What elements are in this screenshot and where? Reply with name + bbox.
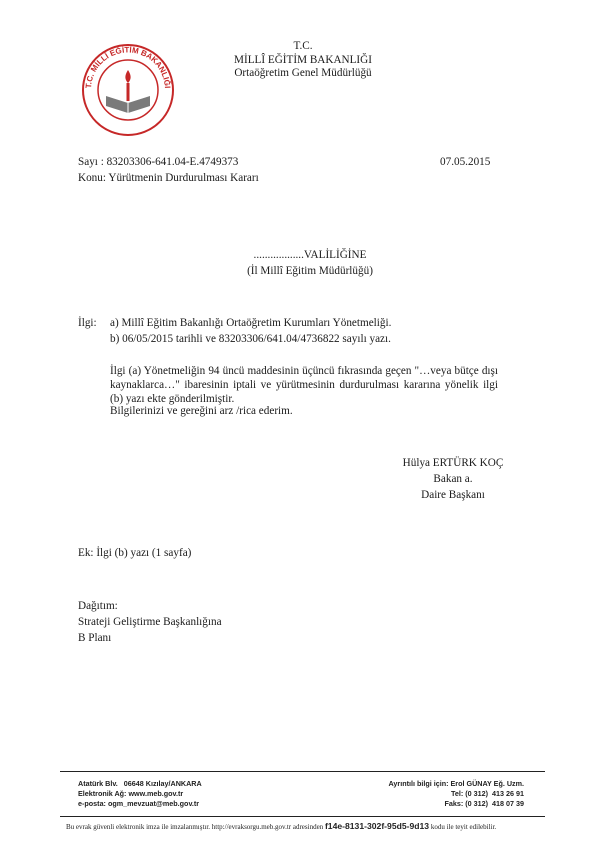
header-department: Ortaöğretim Genel Müdürlüğü [234,67,372,79]
footer-email: e-posta: ogm_mevzuat@meb.gov.tr [78,799,200,808]
distribution-label: Dağıtım: [78,600,118,612]
verification-code: f14e-8131-302f-95d5-9d13 [324,821,430,831]
distribution-item: Strateji Geliştirme Başkanlığına [78,616,222,628]
document-date: 07.05.2015 [440,156,491,168]
reference-label-ilgi: İlgi: [78,317,97,329]
signer-title-2: Daire Başkanı [421,489,485,501]
attachment-note: Ek: İlgi (b) yazı (1 sayfa) [78,547,192,559]
reference-b: b) 06/05/2015 tarihli ve 83203306/641.04/4736822 sayılı yazı. [110,333,391,345]
distribution-item: B Planı [78,632,112,644]
reference-number [78,156,238,168]
letterhead [228,40,378,81]
footer-divider-bottom [60,816,545,817]
ministry-logo [78,38,178,138]
subject-label: Konu: [78,172,106,184]
reference-value: : 83203306-641.04-E.4749373 [100,156,239,168]
footer-address-line: Atatürk Blv. 06648 Kızılay/ANKARA [78,779,202,788]
reference-label: Sayı [78,156,98,168]
subject-value: Yürütmenin Durdurulması Kararı [108,172,259,184]
signer-title-1: Bakan a. [433,473,473,485]
body-paragraph-2: Bilgilerinizi ve gereğini arz /rica ederim. [110,405,293,417]
signer-name: Hülya ERTÜRK KOÇ [402,457,504,469]
footer-contact [358,779,524,809]
logo-ring-text: T.C. MİLLÎ EĞİTİM BAKANLIĞI [83,45,172,89]
footer-website: Elektronik Ağ: www.meb.gov.tr [78,789,184,798]
distribution-list [78,598,222,646]
reference-a: a) Millî Eğitim Bakanlığı Ortaöğretim Kurumları Yönetmeliği. [110,317,392,329]
header-country: T.C. [293,40,313,52]
footer-phone: Tel: (0 312) 413 26 91 [451,789,524,798]
footer-contact-person: Ayrıntılı bilgi için: Erol GÜNAY Eğ. Uzm. [388,779,524,788]
verification-suffix: kodu ile teyit edilebilir. [429,823,497,831]
ministry-emblem-icon [78,38,178,138]
subject [78,172,259,184]
addressee-line1: ..................VALİLİĞİNE [253,249,367,261]
verification-prefix: Bu evrak güvenli elektronik imza ile imzalanmıştır. http://evraksorgu.meb.gov.tr adresinden [66,823,325,831]
footer-divider [60,771,545,772]
e-signature-verification [66,821,496,831]
header-ministry: MİLLÎ EĞİTİM BAKANLIĞI [234,53,372,66]
footer-fax: Faks: (0 312) 418 07 39 [444,799,524,808]
addressee-line2: (İl Millî Eğitim Müdürlüğü) [247,265,373,277]
body-paragraph-1: İlgi (a) Yönetmeliğin 94 üncü maddesinin üçüncü fıkrasında geçen "…veya bütçe dışı kaynaklarca…" ibaresinin iptali ve yürütmesinin durdurulması kararına yönelik ilgi (b) yazı ekte gönderilmiştir. [110,365,498,405]
signature-block [378,455,528,503]
footer-address [78,779,202,809]
